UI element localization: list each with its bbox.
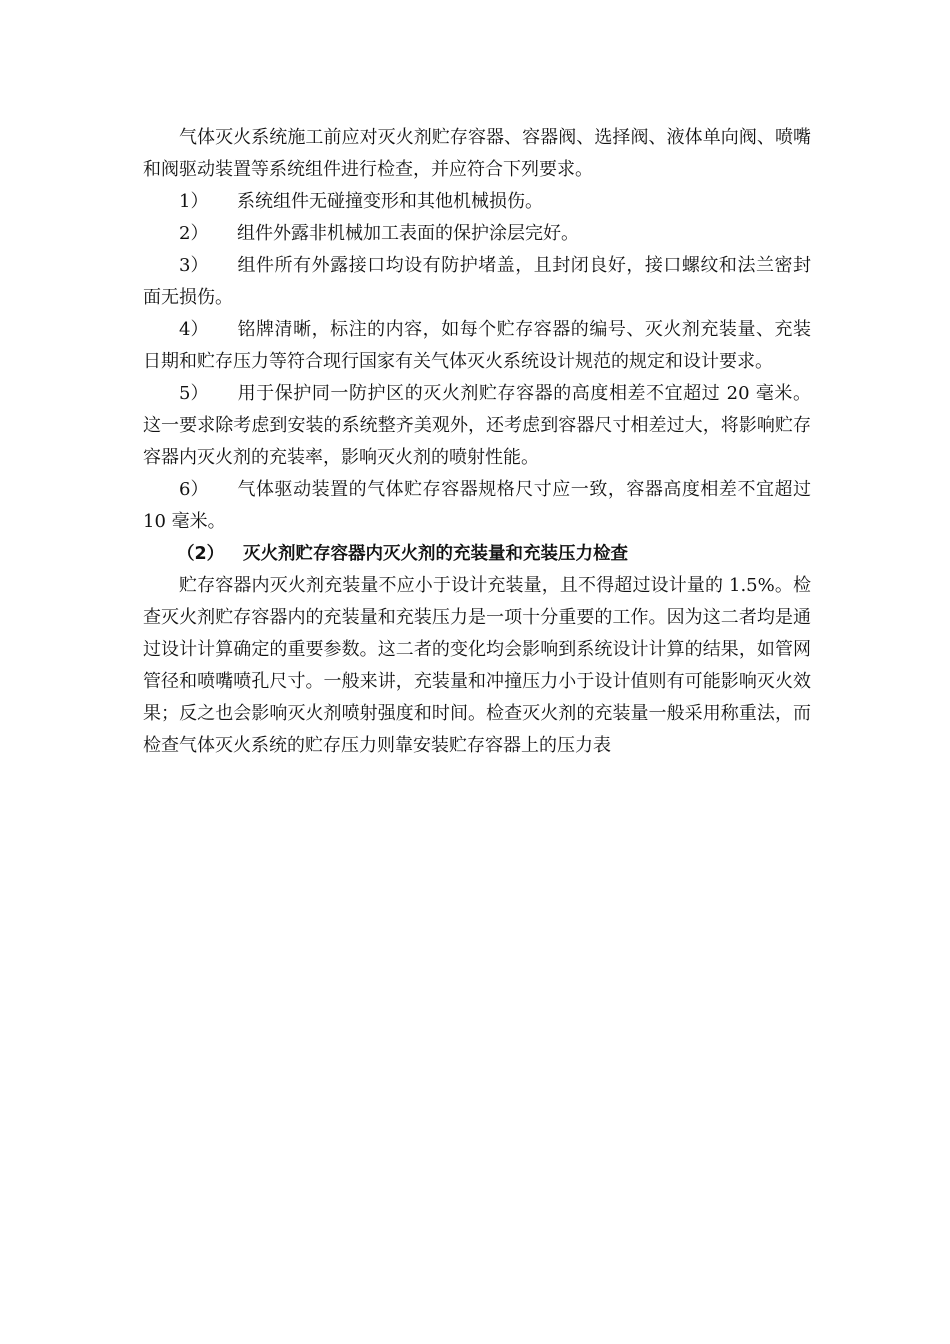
list-item [143, 218, 811, 250]
list-item [143, 314, 811, 378]
list-item-text: 气体驱动装置的气体贮存容器规格尺寸应一致，容器高度相差不宜超过 10 毫米。 [143, 479, 811, 532]
list-item-text: 用于保护同一防护区的灭火剂贮存容器的高度相差不宜超过 20 毫米。这一要求除考虑到安装的系统整齐美观外，还考虑到容器尺寸相差过大，将影响贮存容器内灭火剂的充装率，影响灭火剂的喷射性能。 [143, 383, 811, 468]
list-item-number: 4） [179, 319, 209, 340]
list-item [143, 474, 811, 538]
document-content [143, 122, 811, 762]
list-item-text: 铭牌清晰，标注的内容，如每个贮存容器的编号、灭火剂充装量、充装日期和贮存压力等符合现行国家有关气体灭火系统设计规范的规定和设计要求。 [143, 319, 811, 372]
list-item [143, 378, 811, 474]
list-item-number: 1） [179, 191, 209, 212]
body-paragraph: 贮存容器内灭火剂充装量不应小于设计充装量，且不得超过设计量的 1.5%。检查灭火剂贮存容器内的充装量和充装压力是一项十分重要的工作。因为这二者均是通过设计计算确定的重要参数。这二者的变化均会影响到系统设计计算的结果，如管网管径和喷嘴喷孔尺寸。一般来讲，充装量和冲撞压力小于设计值则有可能影响灭火效果；反之也会影响灭火剂喷射强度和时间。检查灭火剂的充装量一般采用称重法，而检查气体灭火系统的贮存压力则靠安装贮存容器上的压力表 [143, 575, 811, 756]
list-item-number: 6） [179, 479, 209, 500]
list-item-text: 系统组件无碰撞变形和其他机械损伤。 [237, 191, 543, 212]
list-item-text: 组件外露非机械加工表面的保护涂层完好。 [237, 223, 579, 244]
intro-paragraph: 气体灭火系统施工前应对灭火剂贮存容器、容器阀、选择阀、液体单向阀、喷嘴和阀驱动装置等系统组件进行检查，并应符合下列要求。 [143, 127, 811, 180]
section-heading-text: 灭火剂贮存容器内灭火剂的充装量和充装压力检查 [243, 544, 628, 564]
section-heading-number: （2） [177, 544, 225, 564]
list-item-text: 组件所有外露接口均设有防护堵盖，且封闭良好，接口螺纹和法兰密封面无损伤。 [143, 255, 811, 308]
list-item [143, 186, 811, 218]
list-item-number: 5） [179, 383, 209, 404]
list-item [143, 250, 811, 314]
list-item-number: 3） [179, 255, 209, 276]
section-heading [143, 538, 811, 570]
list-item-number: 2） [179, 223, 209, 244]
